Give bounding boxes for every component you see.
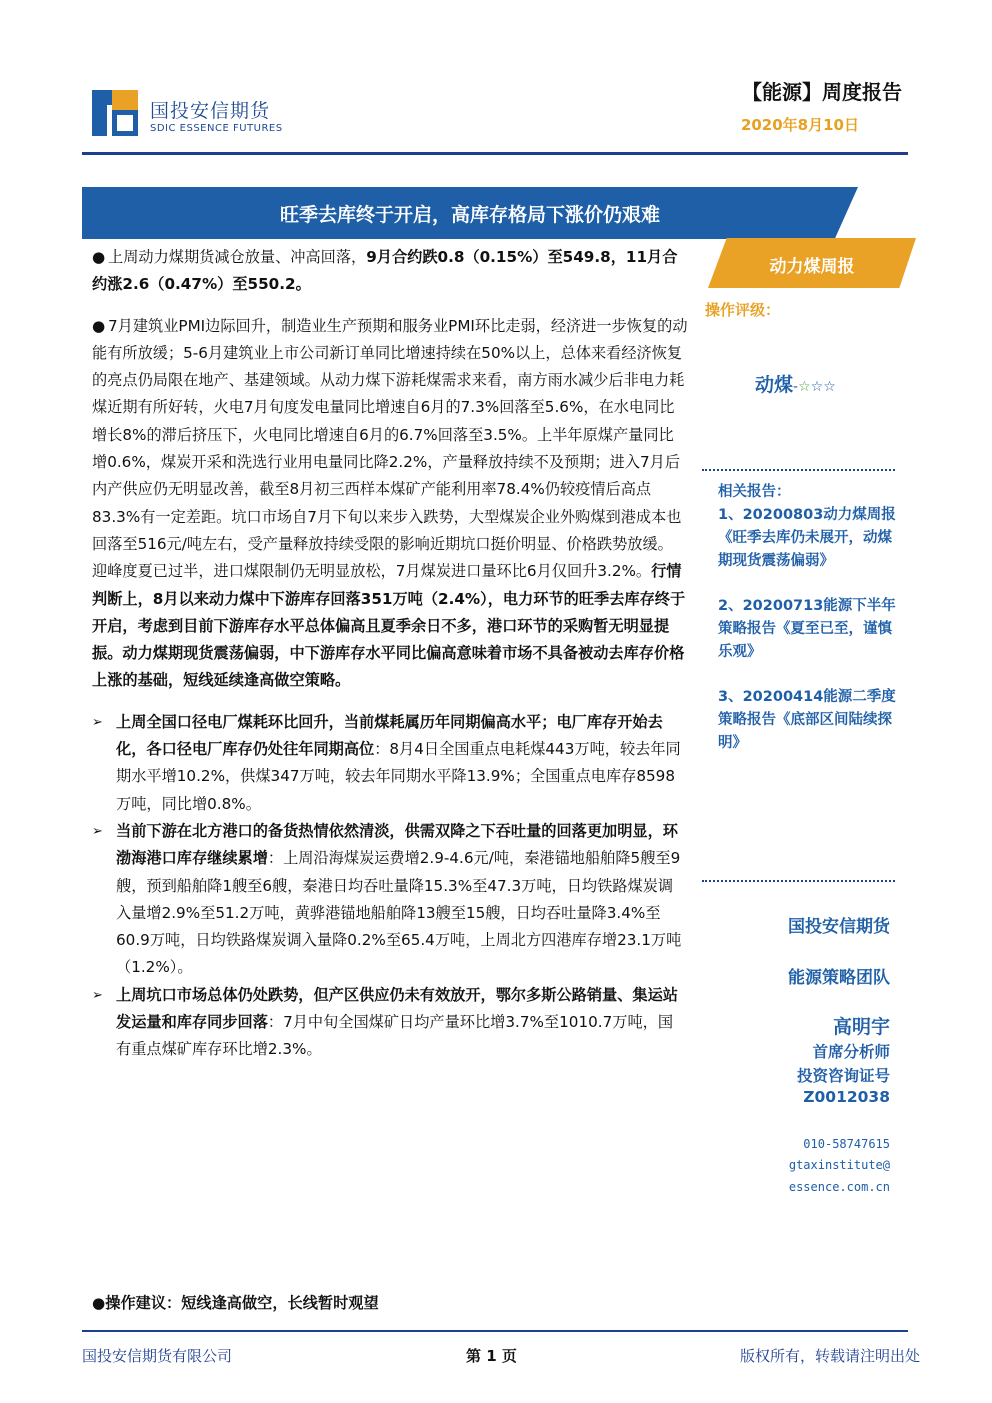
cert-label: 投资咨询证号 <box>796 1067 890 1085</box>
sidebar-divider <box>702 880 895 882</box>
report-date: 2020年8月10日 <box>740 116 859 134</box>
report-title: 旺季去库终于开启，高库存格局下涨价仍艰难 <box>279 204 660 226</box>
trading-advice: ●操作建议：短线逢高做空，长线暂时观望 <box>92 1294 379 1312</box>
related-reports <box>718 481 903 777</box>
related-report-item[interactable]: 2、20200713能源下半年策略报告《夏至已至，谨慎乐观》 <box>718 598 896 660</box>
analyst-position: 首席分析师 <box>812 1043 890 1061</box>
header-divider <box>82 152 908 155</box>
arrow-icon: ➢ <box>92 823 103 839</box>
contact-email[interactable]: gtaxinstitute@ <box>788 1158 890 1172</box>
contact-phone: 010-58747615 <box>803 1137 890 1151</box>
report-type: 【能源】周度报告 <box>742 80 902 104</box>
sidebar-divider <box>702 469 895 471</box>
contact-email[interactable]: essence.com.cn <box>788 1180 890 1194</box>
analyst-name: 高明宇 <box>832 1016 890 1038</box>
bullet-icon: ● <box>92 316 106 335</box>
point-item: ➢ 当前下游在北方港口的备货热情依然清淡，供需双降之下吞吐量的回落更加明显，环渤海港口库存继续累增：上周沿海煤炭运费增2.9-4.6元/吨，秦港锚地船舶降5艘至9艘，预到船舶降1艘至6艘，秦港日均吞吐量降15.3%至47.3万吨，日均铁路煤炭调入量增2.9%至51.2万吨，黄骅港锚地船舶降13艘至15艘，日均吞吐量降3.4%至60.9万吨，日均铁路煤炭调入量降0.2%至65.4万吨，上周北方四港库存增23.1万吨（1.2%）。 <box>92 818 688 982</box>
rating-stars <box>793 379 836 395</box>
team-name: 能源策略团队 <box>788 968 890 988</box>
footer-divider <box>82 1330 908 1332</box>
bullet-icon: ● <box>92 248 106 266</box>
report-body <box>92 244 688 1064</box>
arrow-icon: ➢ <box>92 987 103 1003</box>
point-item: ➢ 上周坑口市场总体仍处跌势，但产区供应仍未有效放开，鄂尔多斯公路销量、集运站发运量和库存同步回落：7月中旬全国煤矿日均产量环比增3.7%至1010.7万吨，国有重点煤矿库存环比增2.3%。 <box>92 982 688 1064</box>
rating-label: 操作评级： <box>705 301 781 319</box>
rating <box>755 370 836 397</box>
logo-name-en: SDIC ESSENCE FUTURES <box>150 123 283 134</box>
footer-company: 国投安信期货有限公司 <box>82 1347 233 1365</box>
point-item: ➢ 上周全国口径电厂煤耗环比回升，当前煤耗属历年同期偏高水平；电厂库存开始去化，各口径电厂库存仍处往年同期高位：8月4日全国重点电耗煤443万吨，较去年同期水平增10.2%，供煤347万吨，较去年同期水平降13.9%；全国重点电库存8598万吨，同比增0.8%。 <box>92 709 688 818</box>
star-empty-icon: ☆☆ <box>810 379 836 395</box>
cert-number: Z0012038 <box>803 1088 890 1106</box>
rating-product: 动煤 <box>755 374 794 396</box>
related-report-item[interactable]: 1、20200803动力煤周报《旺季去库仍未展开，动煤期现货震荡偏弱》 <box>718 507 896 569</box>
related-reports-title: 相关报告： <box>718 484 791 500</box>
org-name: 国投安信期货 <box>788 917 890 937</box>
sdic-logo-icon <box>92 90 138 136</box>
rating-separator: - <box>793 379 799 395</box>
arrow-icon: ➢ <box>92 714 103 730</box>
page-number: 第 1 页 <box>466 1347 517 1365</box>
related-report-item[interactable]: 3、20200414能源二季度策略报告《底部区间陆续探明》 <box>718 689 896 751</box>
footer-copyright: 版权所有，转载请注明出处 <box>739 1347 920 1365</box>
category-tag: 动力煤周报 <box>769 257 855 277</box>
logo-name-cn: 国投安信期货 <box>150 100 271 122</box>
analysis-paragraph: ● 7月建筑业PMI边际回升，制造业生产预期和服务业PMI环比走弱，经济进一步恢复的动能有所放缓；5-6月建筑业上市公司新订单同比增速持续在50%以上，总体来看经济恢复的亮点仍局限在地产、基建领域。从动力煤下游耗煤需求来看，南方雨水减少后非电力耗煤近期有所好转，火电7月旬度发电量同比增速自6月的7.3%回落至5.6%，在水电同比增长8%的滞后挤压下，火电同比增速自6月的6.7%回落至3.5%。上半年原煤产量同比增0.6%，煤炭开采和洗选行业用电量同比降2.2%，产量释放持续不及预期；进入7月后内产供应仍无明显改善，截至8月初三西样本煤矿产能利用率78.4%仍较疫情后高点83.3%有一定差距。坑口市场自7月下旬以来步入跌势，大型煤炭企业外购煤到港成本也回落至516元/吨左右，受产量释放持续受限的影响近期坑口挺价明显、价格跌势放缓。迎峰度夏已过半，进口煤限制仍无明显放松，7月煤炭进口量环比6月仅回升3.2%。行情判断上，8月以来动力煤中下游库存回落351万吨（2.4%），电力环节的旺季去库存终于开启，考虑到目前下游库存水平总体偏高且夏季余日不多，港口环节的采购暂无明显提振。动力煤期现货震荡偏弱，中下游库存水平同比偏高意味着市场不具备被动去库存价格上涨的基础，短线延续逢高做空策略。 <box>92 313 688 695</box>
summary-paragraph: ● 上周动力煤期货减仓放量、冲高回落，9月合约跌0.8（0.15%）至549.8，11月合约涨2.6（0.47%）至550.2。 <box>92 244 688 299</box>
star-filled-icon: ☆ <box>798 379 811 395</box>
